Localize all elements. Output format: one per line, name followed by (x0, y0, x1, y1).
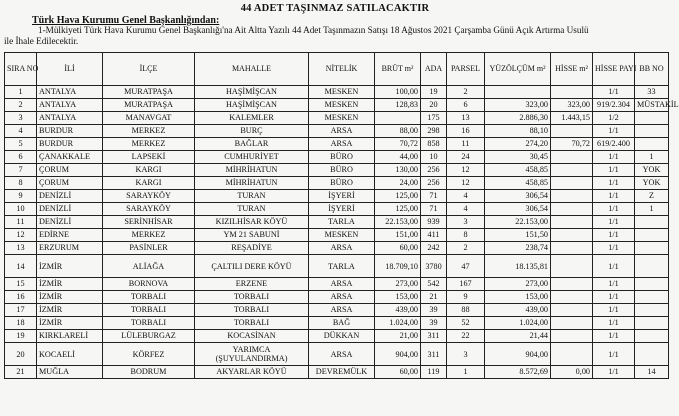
cell-sira: 12 (5, 229, 37, 242)
cell-hisse: 70,72 (551, 138, 593, 151)
cell-mahalle: AKYARLAR KÖYÜ (195, 366, 309, 379)
cell-brut: 21,00 (375, 330, 421, 343)
cell-hisse-payi: 1/1 (593, 86, 635, 99)
cell-nitelik: TARLA (309, 216, 375, 229)
cell-sira: 8 (5, 177, 37, 190)
cell-bb-no (635, 242, 669, 255)
intro-paragraph (4, 25, 666, 46)
cell-il: ÇANAKKALE (37, 151, 103, 164)
cell-sira: 9 (5, 190, 37, 203)
cell-brut: 22.153,00 (375, 216, 421, 229)
table-row (5, 151, 669, 164)
cell-brut: 128,83 (375, 99, 421, 112)
cell-nitelik: ARSA (309, 125, 375, 138)
cell-yuzolcum: 306,54 (485, 190, 551, 203)
cell-bb-no: YOK (635, 177, 669, 190)
cell-parsel: 47 (447, 255, 485, 278)
cell-ada: 939 (421, 216, 447, 229)
cell-yuzolcum: 151,50 (485, 229, 551, 242)
cell-yuzolcum: 21,44 (485, 330, 551, 343)
cell-nitelik: ARSA (309, 278, 375, 291)
cell-hisse-payi: 1/1 (593, 229, 635, 242)
col-header-hisse-payi: HİSSE PAYI (593, 53, 635, 86)
property-table (4, 52, 679, 379)
cell-brut: 18.709,10 (375, 255, 421, 278)
cell-ilce: TORBALI (103, 304, 195, 317)
cell-ada: 119 (421, 366, 447, 379)
cell-parsel: 2 (447, 242, 485, 255)
cell-hisse-payi: 1/1 (593, 278, 635, 291)
cell-il: BURDUR (37, 138, 103, 151)
cell-yuzolcum: 18.135,81 (485, 255, 551, 278)
cell-hisse-payi: 1/1 (593, 242, 635, 255)
cell-sira: 15 (5, 278, 37, 291)
table-row (5, 190, 669, 203)
table-row (5, 291, 669, 304)
table-row (5, 343, 669, 366)
cell-sira: 5 (5, 138, 37, 151)
col-header-bb-no: BB NO (635, 53, 669, 86)
cell-ada: 20 (421, 99, 447, 112)
cell-bb-no (635, 125, 669, 138)
cell-yuzolcum: 8.572,69 (485, 366, 551, 379)
cell-nitelik: MESKEN (309, 99, 375, 112)
cell-brut (375, 112, 421, 125)
cell-hisse (551, 278, 593, 291)
cell-hisse-payi: 1/1 (593, 151, 635, 164)
table-row (5, 86, 669, 99)
cell-parsel: 2 (447, 86, 485, 99)
cell-brut: 439,00 (375, 304, 421, 317)
table-header-row (5, 53, 669, 86)
cell-nitelik: MESKEN (309, 112, 375, 125)
cell-yuzolcum: 1.024,00 (485, 317, 551, 330)
cell-ilce: LÜLEBURGAZ (103, 330, 195, 343)
cell-hisse (551, 216, 593, 229)
table-row (5, 304, 669, 317)
cell-parsel: 6 (447, 99, 485, 112)
cell-ilce: MURATPAŞA (103, 99, 195, 112)
cell-brut: 60,00 (375, 242, 421, 255)
table-row (5, 99, 669, 112)
cell-brut: 125,00 (375, 190, 421, 203)
table-row (5, 203, 669, 216)
cell-ilce: LAPSEKİ (103, 151, 195, 164)
cell-brut: 44,00 (375, 151, 421, 164)
cell-hisse-payi: 1/1 (593, 125, 635, 138)
cell-hisse (551, 203, 593, 216)
cell-hisse (551, 229, 593, 242)
cell-ilce: SARAYKÖY (103, 203, 195, 216)
cell-yuzolcum: 30,45 (485, 151, 551, 164)
cell-il: ANTALYA (37, 86, 103, 99)
cell-hisse-payi: 1/1 (593, 216, 635, 229)
cell-hisse-payi: 1/2 (593, 112, 635, 125)
cell-yuzolcum: 904,00 (485, 343, 551, 366)
cell-il: İZMİR (37, 291, 103, 304)
cell-brut: 151,00 (375, 229, 421, 242)
cell-ilce: BODRUM (103, 366, 195, 379)
cell-parsel: 167 (447, 278, 485, 291)
cell-parsel: 24 (447, 151, 485, 164)
cell-parsel: 88 (447, 304, 485, 317)
cell-brut: 1.024,00 (375, 317, 421, 330)
cell-nitelik: İŞYERİ (309, 203, 375, 216)
cell-yuzolcum: 458,85 (485, 164, 551, 177)
cell-ilce: MERKEZ (103, 125, 195, 138)
cell-nitelik: ARSA (309, 343, 375, 366)
cell-mahalle: MİHRİHATUN (195, 177, 309, 190)
col-header-il: İLİ (37, 53, 103, 86)
cell-il: ÇORUM (37, 164, 103, 177)
cell-ilce: MURATPAŞA (103, 86, 195, 99)
cell-hisse (551, 177, 593, 190)
cell-ilce: SERİNHİSAR (103, 216, 195, 229)
table-body (5, 86, 679, 379)
cell-mahalle: TORBALI (195, 304, 309, 317)
cell-mahalle: TORBALI (195, 291, 309, 304)
cell-ilce: KÖRFEZ (103, 343, 195, 366)
intro-line: ile İhale Edilecektir. (4, 35, 79, 46)
cell-hisse-payi: 1/1 (593, 304, 635, 317)
cell-ilce: KARGI (103, 164, 195, 177)
cell-ilce: SARAYKÖY (103, 190, 195, 203)
cell-parsel: 8 (447, 229, 485, 242)
cell-ilce: ALİAĞA (103, 255, 195, 278)
cell-hisse-payi: 1/1 (593, 190, 635, 203)
col-header-ilce: İLÇE (103, 53, 195, 86)
cell-yuzolcum: 153,00 (485, 291, 551, 304)
cell-il: ERZURUM (37, 242, 103, 255)
cell-hisse (551, 317, 593, 330)
col-header-brut: BRÜT m² (375, 53, 421, 86)
cell-nitelik: BÜRO (309, 177, 375, 190)
cell-ada: 21 (421, 291, 447, 304)
cell-bb-no (635, 317, 669, 330)
cell-hisse-payi: 1/1 (593, 291, 635, 304)
cell-mahalle: ERZENE (195, 278, 309, 291)
cell-hisse-payi: 1/1 (593, 164, 635, 177)
cell-nitelik: BÜRO (309, 164, 375, 177)
cell-hisse (551, 190, 593, 203)
cell-ada: 256 (421, 177, 447, 190)
cell-yuzolcum: 306,54 (485, 203, 551, 216)
cell-ada: 298 (421, 125, 447, 138)
cell-ada: 311 (421, 343, 447, 366)
cell-sira: 18 (5, 317, 37, 330)
cell-bb-no (635, 255, 669, 278)
cell-hisse (551, 164, 593, 177)
cell-hisse (551, 330, 593, 343)
cell-il: MUĞLA (37, 366, 103, 379)
cell-hisse-payi: 1/1 (593, 366, 635, 379)
cell-nitelik: İŞYERİ (309, 190, 375, 203)
cell-ilce: BORNOVA (103, 278, 195, 291)
cell-il: BURDUR (37, 125, 103, 138)
cell-ada: 858 (421, 138, 447, 151)
cell-nitelik: ARSA (309, 291, 375, 304)
cell-ada: 242 (421, 242, 447, 255)
cell-il: DENİZLİ (37, 216, 103, 229)
table-row (5, 164, 669, 177)
cell-ada: 19 (421, 86, 447, 99)
cell-mahalle: CUMHURİYET (195, 151, 309, 164)
cell-ilce: KARGI (103, 177, 195, 190)
col-header-ada: ADA (421, 53, 447, 86)
cell-yuzolcum: 274,20 (485, 138, 551, 151)
cell-yuzolcum (485, 86, 551, 99)
cell-bb-no: 33 (635, 86, 669, 99)
cell-mahalle: HAŞİMİŞCAN (195, 86, 309, 99)
cell-bb-no: Z (635, 190, 669, 203)
cell-bb-no (635, 291, 669, 304)
cell-mahalle: KIZILHİSAR KÖYÜ (195, 216, 309, 229)
table-row (5, 216, 669, 229)
cell-brut: 60,00 (375, 366, 421, 379)
cell-mahalle: MİHRİHATUN (195, 164, 309, 177)
table-row (5, 330, 669, 343)
col-header-hisse: HİSSE m² (551, 53, 593, 86)
cell-sira: 3 (5, 112, 37, 125)
table-row (5, 366, 669, 379)
cell-nitelik: ARSA (309, 242, 375, 255)
cell-sira: 6 (5, 151, 37, 164)
cell-hisse (551, 343, 593, 366)
cell-parsel: 13 (447, 112, 485, 125)
table-row (5, 112, 669, 125)
cell-ada: 256 (421, 164, 447, 177)
cell-mahalle: TURAN (195, 190, 309, 203)
cell-parsel: 11 (447, 138, 485, 151)
cell-mahalle: YARIMCA (ŞUYULANDIRMA) (195, 343, 309, 366)
cell-yuzolcum: 88,10 (485, 125, 551, 138)
cell-parsel: 3 (447, 343, 485, 366)
cell-parsel: 4 (447, 190, 485, 203)
cell-ilce: MERKEZ (103, 229, 195, 242)
cell-hisse (551, 255, 593, 278)
table-row (5, 177, 669, 190)
cell-il: KOCAELİ (37, 343, 103, 366)
cell-hisse-payi: 619/2.400 (593, 138, 635, 151)
cell-ada: 175 (421, 112, 447, 125)
cell-hisse-payi: 1/1 (593, 330, 635, 343)
cell-il: ANTALYA (37, 99, 103, 112)
cell-sira: 10 (5, 203, 37, 216)
table-row (5, 125, 669, 138)
cell-hisse (551, 291, 593, 304)
cell-il: DENİZLİ (37, 190, 103, 203)
cell-hisse-payi: 1/1 (593, 343, 635, 366)
cell-ada: 3780 (421, 255, 447, 278)
cell-yuzolcum: 439,00 (485, 304, 551, 317)
col-header-mahalle: MAHALLE (195, 53, 309, 86)
cell-ada: 71 (421, 203, 447, 216)
table-row (5, 242, 669, 255)
col-header-nitelik: NİTELİK (309, 53, 375, 86)
cell-mahalle: BURÇ (195, 125, 309, 138)
cell-bb-no (635, 343, 669, 366)
cell-parsel: 4 (447, 203, 485, 216)
cell-mahalle: YM 21 SABUNİ (195, 229, 309, 242)
cell-parsel: 12 (447, 164, 485, 177)
cell-mahalle: REŞADİYE (195, 242, 309, 255)
issuer-heading: Türk Hava Kurumu Genel Başkanlığından: (32, 15, 220, 26)
cell-parsel: 52 (447, 317, 485, 330)
cell-nitelik: MESKEN (309, 86, 375, 99)
cell-il: ÇORUM (37, 177, 103, 190)
cell-hisse-payi: 1/1 (593, 177, 635, 190)
cell-ada: 10 (421, 151, 447, 164)
cell-hisse (551, 304, 593, 317)
table-row (5, 278, 669, 291)
cell-hisse: 1.443,15 (551, 112, 593, 125)
cell-yuzolcum: 273,00 (485, 278, 551, 291)
cell-ada: 311 (421, 330, 447, 343)
col-header-sira: SIRA NO (5, 53, 37, 86)
cell-ada: 411 (421, 229, 447, 242)
cell-mahalle: ÇALTILI DERE KÖYÜ (195, 255, 309, 278)
cell-brut: 125,00 (375, 203, 421, 216)
cell-nitelik: MESKEN (309, 229, 375, 242)
cell-brut: 24,00 (375, 177, 421, 190)
cell-yuzolcum: 22.153,00 (485, 216, 551, 229)
table-row (5, 317, 669, 330)
cell-sira: 1 (5, 86, 37, 99)
cell-sira: 21 (5, 366, 37, 379)
table-row (5, 255, 669, 278)
cell-yuzolcum: 458,85 (485, 177, 551, 190)
cell-nitelik: DEVREMÜLK (309, 366, 375, 379)
cell-yuzolcum: 2.886,30 (485, 112, 551, 125)
cell-nitelik: BÜRO (309, 151, 375, 164)
cell-nitelik: TARLA (309, 255, 375, 278)
cell-hisse (551, 242, 593, 255)
cell-hisse: 0,00 (551, 366, 593, 379)
cell-mahalle: KOCASİNAN (195, 330, 309, 343)
cell-mahalle: TORBALI (195, 317, 309, 330)
cell-il: İZMİR (37, 278, 103, 291)
cell-il: KIRKLARELİ (37, 330, 103, 343)
cell-hisse-payi: 1/1 (593, 255, 635, 278)
cell-ada: 39 (421, 317, 447, 330)
cell-hisse (551, 125, 593, 138)
cell-ilce: MERKEZ (103, 138, 195, 151)
cell-il: EDİRNE (37, 229, 103, 242)
cell-ilce: MANAVGAT (103, 112, 195, 125)
cell-brut: 153,00 (375, 291, 421, 304)
cell-mahalle: KALEMLER (195, 112, 309, 125)
cell-bb-no: MÜSTAKİL (635, 99, 669, 112)
cell-bb-no (635, 304, 669, 317)
cell-hisse (551, 86, 593, 99)
cell-parsel: 12 (447, 177, 485, 190)
cell-sira: 11 (5, 216, 37, 229)
cell-sira: 17 (5, 304, 37, 317)
cell-sira: 13 (5, 242, 37, 255)
cell-yuzolcum: 323,00 (485, 99, 551, 112)
cell-ilce: TORBALI (103, 317, 195, 330)
cell-hisse (551, 151, 593, 164)
cell-brut: 130,00 (375, 164, 421, 177)
cell-hisse: 323,00 (551, 99, 593, 112)
cell-ilce: TORBALI (103, 291, 195, 304)
cell-parsel: 9 (447, 291, 485, 304)
cell-nitelik: ARSA (309, 138, 375, 151)
cell-hisse-payi: 919/2.304 (593, 99, 635, 112)
document-title: 44 ADET TAŞINMAZ SATILACAKTIR (240, 3, 430, 14)
cell-bb-no (635, 229, 669, 242)
cell-hisse-payi: 1/1 (593, 317, 635, 330)
cell-nitelik: ARSA (309, 304, 375, 317)
cell-brut: 904,00 (375, 343, 421, 366)
cell-sira: 16 (5, 291, 37, 304)
table-row (5, 229, 669, 242)
cell-brut: 88,00 (375, 125, 421, 138)
cell-bb-no: 1 (635, 151, 669, 164)
cell-bb-no (635, 278, 669, 291)
cell-sira: 4 (5, 125, 37, 138)
cell-bb-no (635, 138, 669, 151)
cell-sira: 7 (5, 164, 37, 177)
cell-sira: 2 (5, 99, 37, 112)
cell-hisse-payi: 1/1 (593, 203, 635, 216)
cell-bb-no (635, 112, 669, 125)
cell-il: İZMİR (37, 304, 103, 317)
table-row (5, 138, 669, 151)
cell-bb-no (635, 330, 669, 343)
cell-il: DENİZLİ (37, 203, 103, 216)
cell-yuzolcum: 238,74 (485, 242, 551, 255)
cell-il: ANTALYA (37, 112, 103, 125)
cell-parsel: 1 (447, 366, 485, 379)
col-header-yuzolcum: YÜZÖLÇÜM m² (485, 53, 551, 86)
cell-ada: 71 (421, 190, 447, 203)
cell-sira: 19 (5, 330, 37, 343)
cell-bb-no (635, 216, 669, 229)
cell-mahalle: BAĞLAR (195, 138, 309, 151)
col-header-parsel: PARSEL (447, 53, 485, 86)
intro-line: 1-Mülkiyeti Türk Hava Kurumu Genel Başkanlığı'na Ait Altta Yazılı 44 Adet Taşınmazın Satışı 18 Ağustos 2021 Çarşamba Günü Açık Artırma Usulü (38, 25, 589, 35)
cell-brut: 70,72 (375, 138, 421, 151)
cell-ada: 542 (421, 278, 447, 291)
cell-nitelik: DÜKKAN (309, 330, 375, 343)
cell-mahalle: TURAN (195, 203, 309, 216)
cell-brut: 100,00 (375, 86, 421, 99)
cell-sira: 14 (5, 255, 37, 278)
cell-il: İZMİR (37, 255, 103, 278)
cell-ilce: PASİNLER (103, 242, 195, 255)
cell-nitelik: BAĞ (309, 317, 375, 330)
cell-bb-no: 14 (635, 366, 669, 379)
cell-parsel: 22 (447, 330, 485, 343)
cell-brut: 273,00 (375, 278, 421, 291)
cell-il: İZMİR (37, 317, 103, 330)
cell-bb-no: 1 (635, 203, 669, 216)
cell-sira: 20 (5, 343, 37, 366)
cell-mahalle: HAŞİMİŞCAN (195, 99, 309, 112)
cell-bb-no: YOK (635, 164, 669, 177)
cell-parsel: 16 (447, 125, 485, 138)
cell-ada: 39 (421, 304, 447, 317)
cell-parsel: 3 (447, 216, 485, 229)
